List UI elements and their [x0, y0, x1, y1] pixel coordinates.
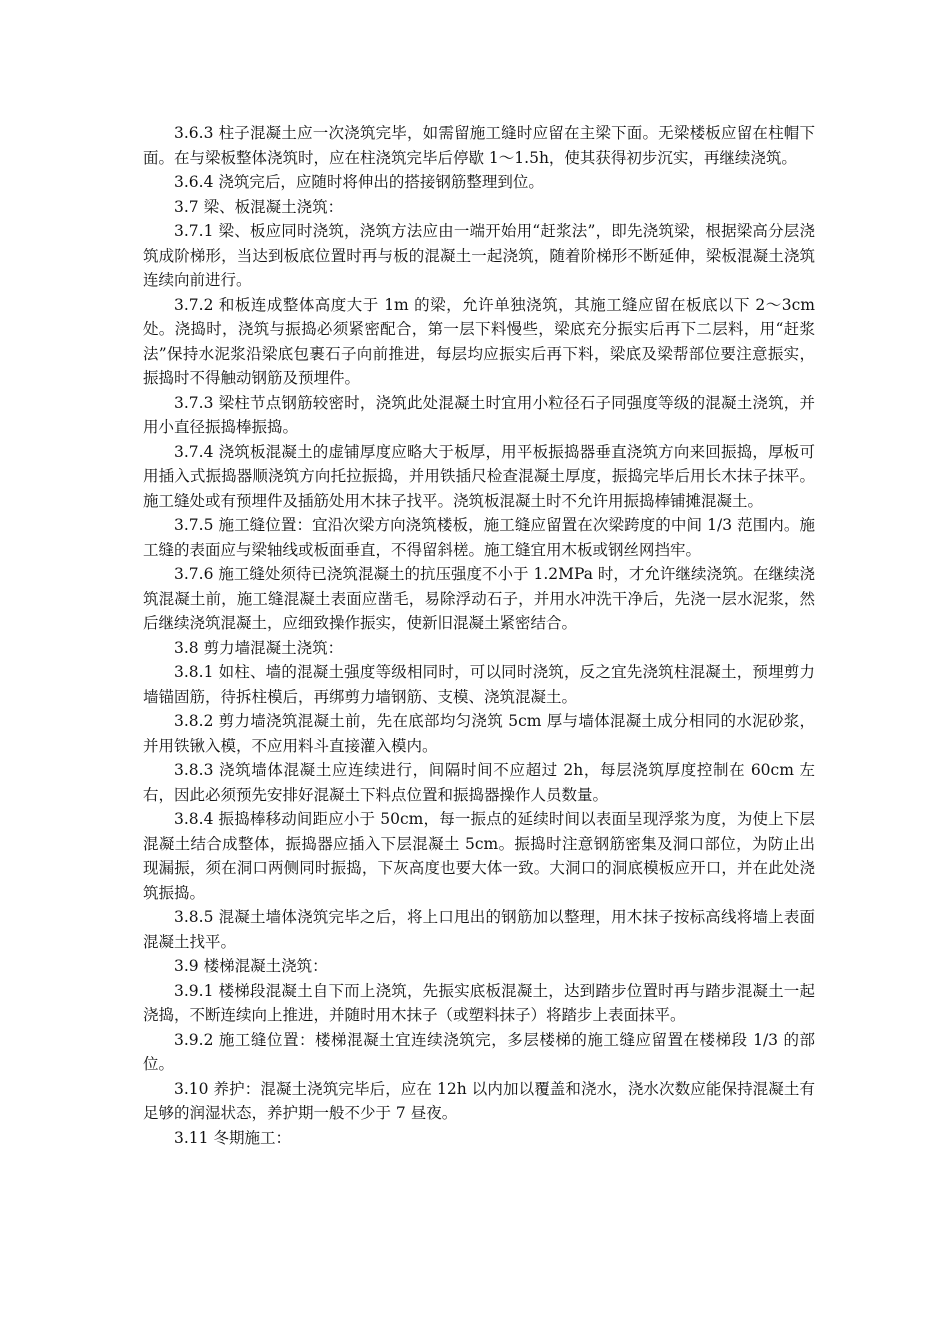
paragraph-3-7-3: 3.7.3 梁柱节点钢筋较密时，浇筑此处混凝土时宜用小粒径石子同强度等级的混凝土浇筑，并用小直径振捣棒振捣。 — [143, 393, 815, 436]
paragraph-3-8-1: 3.8.1 如柱、墙的混凝土强度等级相同时，可以同时浇筑，反之宜先浇筑柱混凝土，预埋剪力墙锚固筋，待拆柱模后，再绑剪力墙钢筋、支模、浇筑混凝土。 — [143, 663, 815, 706]
paragraph-3-10: 3.10 养护：混凝土浇筑完毕后，应在 12h 以内加以覆盖和浇水，浇水次数应能保持混凝土有足够的润湿状态，养护期一般不少于 7 昼夜。 — [143, 1079, 815, 1122]
paragraph-3-9-2: 3.9.2 施工缝位置：楼梯混凝土宜连续浇筑完，多层楼梯的施工缝应留置在楼梯段 1/3 的部位。 — [143, 1030, 815, 1073]
document-body — [143, 121, 815, 1150]
paragraph-3-6-4: 3.6.4 浇筑完后，应随时将伸出的搭接钢筋整理到位。 — [174, 173, 544, 191]
paragraph-3-7-1: 3.7.1 梁、板应同时浇筑，浇筑方法应由一端开始用“赶浆法”，即先浇筑梁，根据梁高分层浇筑成阶梯形，当达到板底位置时再与板的混凝土一起浇筑，随着阶梯形不断延伸，梁板混凝土浇筑连续向前进行。 — [143, 222, 815, 289]
paragraph-3-7-4: 3.7.4 浇筑板混凝土的虚铺厚度应略大于板厚，用平板振捣器垂直浇筑方向来回振捣，厚板可用插入式振捣器顺浇筑方向托拉振捣，并用铁插尺检查混凝土厚度，振捣完毕后用长木抹子抹平。施工缝处或有预埋件及插筋处用木抹子找平。浇筑板混凝土时不允许用振捣棒铺摊混凝土。 — [143, 442, 815, 510]
section-heading-3-11: 3.11 冬期施工： — [174, 1128, 291, 1147]
paragraph-3-8-5: 3.8.5 混凝土墙体浇筑完毕之后，将上口甩出的钢筋加以整理，用木抹子按标高线将墙上表面混凝土找平。 — [143, 908, 815, 951]
paragraph-3-8-2: 3.8.2 剪力墙浇筑混凝土前，先在底部均匀浇筑 5cm 厚与墙体混凝土成分相同的水泥砂浆，并用铁锹入模，不应用料斗直接灌入模内。 — [143, 712, 815, 755]
paragraph-3-7-5: 3.7.5 施工缝位置：宜沿次梁方向浇筑楼板，施工缝应留置在次梁跨度的中间 1/3 范围内。施工缝的表面应与梁轴线或板面垂直，不得留斜槎。施工缝宜用木板或钢丝网挡牢。 — [143, 516, 815, 559]
section-heading-3-9: 3.9 楼梯混凝土浇筑： — [174, 957, 328, 975]
paragraph-3-7-2: 3.7.2 和板连成整体高度大于 1m 的梁，允许单独浇筑，其施工缝应留在板底以下 2～3cm 处。浇捣时，浇筑与振捣必须紧密配合，第一层下料慢些，梁底充分振实后再下二层料，用“赶浆法”保持水泥浆沿梁底包裹石子向前推进，每层均应振实后再下料，梁底及梁帮部位要注意振实，振捣时不得触动钢筋及预埋件。 — [143, 295, 815, 387]
paragraph-3-9-1: 3.9.1 楼梯段混凝土自下而上浇筑，先振实底板混凝土，达到踏步位置时再与踏步混凝土一起浇捣，不断连续向上推进，并随时用木抹子（或塑料抹子）将踏步上表面抹平。 — [143, 981, 815, 1024]
paragraph-3-6-3: 3.6.3 柱子混凝土应一次浇筑完毕，如需留施工缝时应留在主梁下面。无梁楼板应留在柱帽下面。在与梁板整体浇筑时，应在柱浇筑完毕后停歇 1～1.5h，使其获得初步沉实，再继续浇筑。 — [143, 124, 815, 167]
paragraph-3-7-6: 3.7.6 施工缝处须待已浇筑混凝土的抗压强度不小于 1.2MPa 时，才允许继续浇筑。在继续浇筑混凝土前，施工缝混凝土表面应凿毛，易除浮动石子，并用水冲洗干净后，先浇一层水泥浆，然后继续浇筑混凝土，应细致操作振实，使新旧混凝土紧密结合。 — [143, 565, 815, 632]
paragraph-3-8-4: 3.8.4 振捣棒移动间距应小于 50cm，每一振点的延续时间以表面呈现浮浆为度，为使上下层混凝土结合成整体，振捣器应插入下层混凝土 5cm。振捣时注意钢筋密集及洞口部位，为防止出现漏振，须在洞口两侧同时振捣，下灰高度也要大体一致。大洞口的洞底模板应开口，并在此处浇筑振捣。 — [143, 810, 815, 902]
section-heading-3-7: 3.7 梁、板混凝土浇筑： — [174, 197, 344, 216]
paragraph-3-8-3: 3.8.3 浇筑墙体混凝土应连续进行，间隔时间不应超过 2h，每层浇筑厚度控制在 60cm 左右，因此必须预先安排好混凝土下料点位置和振捣器操作人员数量。 — [143, 761, 815, 804]
section-heading-3-8: 3.8 剪力墙混凝土浇筑： — [174, 638, 344, 657]
